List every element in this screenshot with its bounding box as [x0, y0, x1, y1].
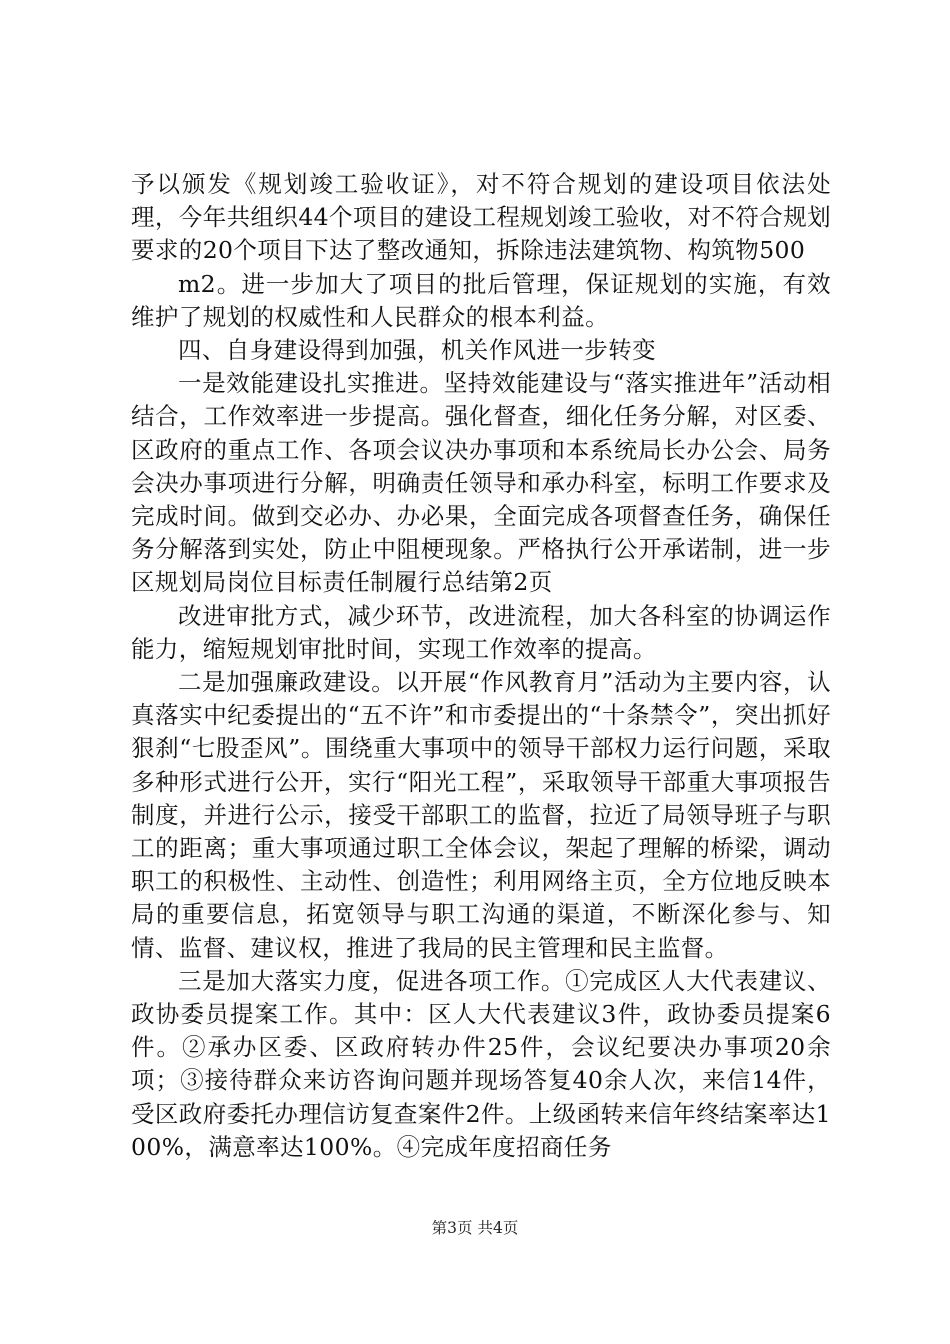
paragraph-approval: 改进审批方式，减少环节，改进流程，加大各科室的协调运作能力，缩短规划审批时间，实现工作效率的提高。 [131, 601, 831, 663]
paragraph-efficiency: 一是效能建设扎实推进。坚持效能建设与“落实推进年”活动相结合，工作效率进一步提高。强化督查，细化任务分解，对区委、区政府的重点工作、各项会议决办事项和本系统局长办公会、局务会决办事项进行分解，明确责任领导和承办科室，标明工作要求及完成时间。做到交必办、办必果，全面完成各项督查任务，确保任务分解落到实处，防止中阻梗现象。严格执行公开承诺制，进一步区规划局岗位目标责任制履行总结第2页 [131, 369, 831, 597]
paragraph-implementation: 三是加大落实力度，促进各项工作。①完成区人大代表建议、政协委员提案工作。其中：区人大代表建议3件，政协委员提案6件。②承办区委、区政府转办件25件，会议纪要决办事项20余项；③接待群众来访咨询问题并现场答复40余人次，来信14件，受区政府委托办理信访复查案件2件。上级函转来信年终结案率达100%，满意率达100%。④完成年度招商任务 [131, 966, 831, 1161]
page-footer: 第3页 共4页 [431, 1219, 519, 1237]
paragraph-2: m2。进一步加大了项目的批后管理，保证规划的实施，有效维护了规划的权威性和人民群众的根本利益。 [131, 269, 831, 331]
paragraph-integrity: 二是加强廉政建设。以开展“作风教育月”活动为主要内容，认真落实中纪委提出的“五不许”和市委提出的“十条禁令”，突出抓好狠刹“七股歪风”。围绕重大事项中的领导干部权力运行问题，采取多种形式进行公开，实行“阳光工程”，采取领导干部重大事项报告制度，并进行公示，接受干部职工的监督，拉近了局领导班子与职工的距离；重大事项通过职工全体会议，架起了理解的桥梁，调动职工的积极性、主动性、创造性；利用网络主页，全方位地反映本局的重要信息，拓宽领导与职工沟通的渠道，不断深化参与、知情、监督、建议权，推进了我局的民主管理和民主监督。 [131, 668, 831, 962]
paragraph-1: 予以颁发《规划竣工验收证》，对不符合规划的建设项目依法处理，今年共组织44个项目的建设工程规划竣工验收，对不符合规划要求的20个项目下达了整改通知，拆除违法建筑物、构筑物500 [131, 170, 831, 265]
document-body [131, 168, 831, 1164]
section-heading-4: 四、自身建设得到加强，机关作风进一步转变 [178, 336, 656, 365]
